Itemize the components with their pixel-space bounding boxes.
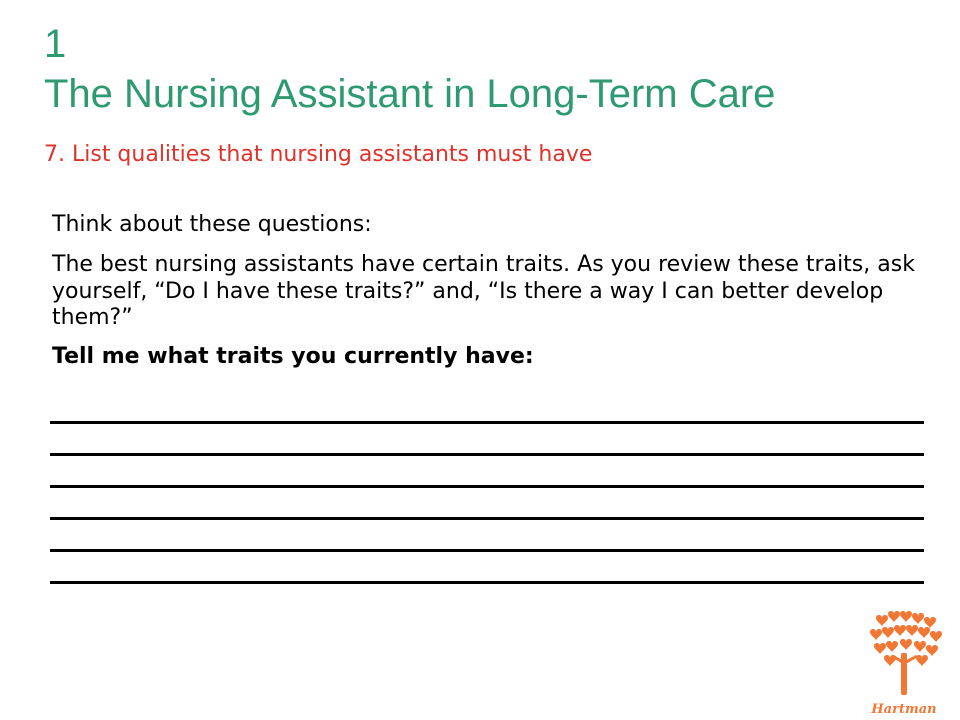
chapter-number: 1 [44, 22, 67, 66]
answer-line [50, 549, 924, 552]
prompt-text: Think about these questions: [52, 212, 372, 237]
answer-line [50, 453, 924, 456]
answer-line [50, 421, 924, 424]
answer-line [50, 517, 924, 520]
paragraph-text: The best nursing assistants have certain traits. As you review these traits, ask yourself, “Do I have these traits?” and, “Is there a way I can better develop them?” [52, 252, 915, 331]
hartman-logo [862, 605, 946, 717]
answer-line [50, 581, 924, 584]
logo-text: Hartman [871, 702, 937, 717]
objective-heading: 7. List qualities that nursing assistants must have [44, 142, 593, 167]
answer-lines [50, 421, 924, 613]
slide-body [52, 212, 932, 370]
answer-line [50, 485, 924, 488]
chapter-title: The Nursing Assistant in Long-Term Care [44, 72, 776, 116]
heart-tree-icon [862, 605, 946, 699]
ask-text: Tell me what traits you currently have: [52, 343, 534, 369]
